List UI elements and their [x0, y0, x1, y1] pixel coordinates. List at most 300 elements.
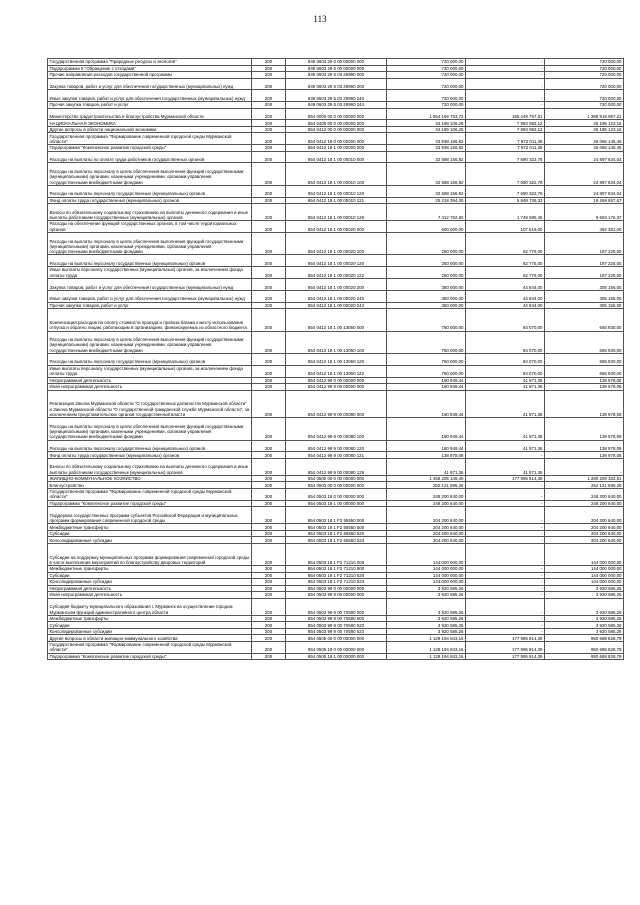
row-budget-code: 849 0603 29 5 03 29990 000: [286, 72, 387, 79]
table-row: [48, 635, 624, 642]
row-name: Расходы на выплаты персоналу в целях обеспечения выполнения функций государственными (муниципальными) органами, казенными учреждениями, органами управления государственными внебюджетными фондами: [48, 418, 252, 440]
row-budget-code: 854 0412 99 0 00 00000 000: [286, 377, 387, 384]
row-remaining-amount: 305 156,00: [545, 290, 624, 302]
row-budget-code: 854 0412 18 1 00 00020 244: [286, 302, 387, 309]
row-budget-code: 854 0412 18 1 00 13060 120: [286, 353, 387, 365]
row-executed-amount: -: [466, 65, 545, 72]
row-executed-amount: 177 995 814,39: [466, 635, 545, 642]
row-code: 200: [252, 302, 286, 309]
row-name: Консолидированные субсидии: [48, 628, 252, 635]
row-budget-code: 854 0412 00 0 00 00000 000: [286, 126, 387, 133]
row-budget-code: 854 0412 18 1 00 00010 100: [286, 163, 387, 185]
row-approved-amount: 32 588 156,82: [387, 151, 466, 163]
row-budget-code: 854 0503 18 1 F2 55550 000: [286, 507, 387, 524]
row-approved-amount: 204 200 640,00: [387, 524, 466, 531]
row-remaining-amount: 3 920 585,26: [545, 628, 624, 635]
row-executed-amount: 7 690 322,78: [466, 151, 545, 163]
row-approved-amount: 3 920 585,26: [387, 628, 466, 635]
row-budget-code: 854 0412 18 1 00 00010 000: [286, 151, 387, 163]
row-code: 200: [252, 108, 286, 120]
row-budget-code: 854 0503 18 0 00 00000 000: [286, 488, 387, 500]
row-executed-amount: -: [466, 102, 545, 109]
row-executed-amount: 7 690 322,78: [466, 185, 545, 197]
row-name: Расходы на выплаты по оплате труда работников государственных органов: [48, 151, 252, 163]
row-remaining-amount: 3 920 585,26: [545, 622, 624, 629]
row-name: Государственная программа "Формирование современной городской среды Мурманской области": [48, 133, 252, 145]
row-remaining-amount: 26 195 123,16: [545, 126, 624, 133]
row-name: Консолидированные субсидии: [48, 579, 252, 586]
row-executed-amount: 44 844,00: [466, 302, 545, 309]
row-approved-amount: 33 938 156,82: [387, 145, 466, 152]
row-code: 200: [252, 279, 286, 291]
row-approved-amount: 720 000,00: [387, 65, 466, 72]
row-code: 200: [252, 102, 286, 109]
row-remaining-amount: 26 066 145,46: [545, 145, 624, 152]
row-approved-amount: 252 121 595,26: [387, 482, 466, 489]
row-remaining-amount: 138 978,08: [545, 440, 624, 452]
row-remaining-amount: -: [545, 458, 624, 475]
row-budget-code: 854 0412 18 1 00 00020 240: [286, 290, 387, 302]
row-code: 200: [252, 390, 286, 418]
row-executed-amount: -: [466, 579, 545, 586]
row-approved-amount: 750 000,00: [387, 331, 466, 353]
row-name: Непрограммная деятельность: [48, 585, 252, 592]
row-budget-code: 854 0412 18 1 00 00020 120: [286, 255, 387, 267]
row-code: 200: [252, 635, 286, 642]
row-code: 200: [252, 653, 286, 660]
row-name: Расходы на выплаты персоналу государственных (муниципальных) органов: [48, 255, 252, 267]
row-approved-amount: 41 971,36: [387, 458, 466, 475]
row-name: Субсидии на поддержку муниципальных программ формирования современной городской среды в части выполнения мероприятий по благоустройству дворовых территорий: [48, 543, 252, 565]
row-executed-amount: -: [466, 452, 545, 459]
row-remaining-amount: 138 978,08: [545, 390, 624, 418]
row-code: 200: [252, 452, 286, 459]
table-row: [48, 133, 624, 145]
table-row: [48, 145, 624, 152]
row-name: Государственная программа "Формирование современной городской среды Мурманской области": [48, 641, 252, 653]
row-executed-amount: 155 249 797,51: [466, 108, 545, 120]
row-remaining-amount: 144 000 000,00: [545, 579, 624, 586]
row-remaining-amount: 144 000 000,00: [545, 566, 624, 573]
row-code: 200: [252, 197, 286, 204]
row-remaining-amount: 5 663 176,37: [545, 204, 624, 221]
row-remaining-amount: 204 200 640,00: [545, 524, 624, 531]
row-approved-amount: 720 000,00: [387, 102, 466, 109]
table-row: [48, 390, 624, 418]
row-budget-code: 854 0503 00 0 00 00000 000: [286, 482, 387, 489]
row-name: Министерство градостроительства и благоустройства Мурманской области: [48, 108, 252, 120]
row-code: 200: [252, 59, 286, 66]
row-budget-code: 854 0503 99 9 00 70580 000: [286, 598, 387, 615]
row-code: 200: [252, 500, 286, 507]
row-executed-amount: -: [466, 615, 545, 622]
row-remaining-amount: 3 920 585,26: [545, 585, 624, 592]
row-approved-amount: 600 000,00: [387, 221, 466, 233]
row-code: 200: [252, 204, 286, 221]
row-name: Взносы по обязательному социальному страхованию на выплаты денежного содержания и иные выплаты работникам государственных (муниципальных) органов: [48, 204, 252, 221]
row-code: 200: [252, 309, 286, 331]
row-remaining-amount: 138 978,08: [545, 384, 624, 391]
row-executed-amount: -: [466, 622, 545, 629]
row-remaining-amount: 144 000 000,00: [545, 572, 624, 579]
row-approved-amount: 180 949,44: [387, 390, 466, 418]
row-code: 200: [252, 615, 286, 622]
row-code: 200: [252, 566, 286, 573]
row-budget-code: 849 0603 29 5 00 00000 000: [286, 65, 387, 72]
row-code: 200: [252, 641, 286, 653]
row-remaining-amount: 138 978,08: [545, 452, 624, 459]
row-remaining-amount: 950 688 828,79: [545, 641, 624, 653]
row-approved-amount: 144 000 000,00: [387, 566, 466, 573]
row-budget-code: 854 0505 18 1 00 00000 000: [286, 653, 387, 660]
row-budget-code: 854 0412 18 1 00 00020 200: [286, 279, 387, 291]
row-code: 200: [252, 90, 286, 102]
row-remaining-amount: 204 200 640,00: [545, 507, 624, 524]
row-executed-amount: 62 775,00: [466, 267, 545, 279]
row-name: Расходы на выплаты персоналу государственных (муниципальных) органов: [48, 440, 252, 452]
row-approved-amount: 720 000,00: [387, 72, 466, 79]
row-budget-code: 854 0412 99 9 00 00080 100: [286, 418, 387, 440]
row-budget-code: 854 0412 18 1 00 00010 120: [286, 185, 387, 197]
row-name: Закупка товаров, работ и услуг для обеспечения государственных (муниципальных) нужд: [48, 279, 252, 291]
row-budget-code: 854 0500 00 0 00 00000 000: [286, 475, 387, 482]
row-executed-amount: -: [466, 72, 545, 79]
row-remaining-amount: 204 200 640,00: [545, 537, 624, 544]
row-name: Компенсация расходов на оплату стоимости проезда и провоза багажа к месту использования отпуска и обратно лицам, работающим в организациях, финансируемых из областного бюджета: [48, 309, 252, 331]
table-row: [48, 475, 624, 482]
row-executed-amount: 41 971,36: [466, 418, 545, 440]
row-budget-code: 854 0503 99 9 00 70580 520: [286, 622, 387, 629]
row-name: Другие вопросы в области национальной экономики: [48, 126, 252, 133]
row-budget-code: 854 0505 18 0 00 00000 000: [286, 641, 387, 653]
row-executed-amount: 41 971,36: [466, 390, 545, 418]
row-executed-amount: 7 872 011,36: [466, 133, 545, 145]
row-name: Закупка товаров, работ и услуг для обеспечения государственных (муниципальных) нужд: [48, 78, 252, 90]
table-row: [48, 151, 624, 163]
row-budget-code: 849 0603 29 5 03 29990 244: [286, 102, 387, 109]
row-name: Межбюджетные трансферты: [48, 566, 252, 573]
row-approved-amount: 350 000,00: [387, 290, 466, 302]
row-name: Благоустройство: [48, 482, 252, 489]
row-code: 200: [252, 72, 286, 79]
row-budget-code: 854 0412 18 0 00 00000 000: [286, 133, 387, 145]
row-budget-code: 854 0503 18 1 F2 71210 520: [286, 572, 387, 579]
row-executed-amount: 44 844,00: [466, 279, 545, 291]
row-budget-code: 854 0503 99 9 00 70580 500: [286, 615, 387, 622]
row-name: Фонд оплаты труда государственных (муниципальных) органов: [48, 197, 252, 204]
row-name: Расходы на выплаты персоналу государственных (муниципальных) органов: [48, 185, 252, 197]
row-budget-code: 854 0503 18 1 F2 55550 520: [286, 530, 387, 537]
row-name: Подпрограмма "Комплексное развитие городской среды": [48, 653, 252, 660]
row-executed-amount: -: [466, 543, 545, 565]
row-executed-amount: 84 070,00: [466, 309, 545, 331]
row-remaining-amount: 720 000,00: [545, 59, 624, 66]
row-executed-amount: -: [466, 524, 545, 531]
row-name: Расходы на выплаты персоналу в целях обеспечения выполнения функций государственными (муниципальными) органами, казенными учреждениями, органами управления государственными внебюджетными фондами: [48, 331, 252, 353]
row-name: Прочая закупка товаров, работ и услуг: [48, 102, 252, 109]
row-executed-amount: 7 993 983,12: [466, 126, 545, 133]
row-executed-amount: 41 971,36: [466, 440, 545, 452]
row-budget-code: 854 0400 00 0 00 00000 000: [286, 120, 387, 127]
row-code: 200: [252, 622, 286, 629]
row-budget-code: 854 0412 99 9 00 00080 121: [286, 452, 387, 459]
row-code: 200: [252, 120, 286, 127]
row-remaining-amount: 19 269 657,67: [545, 197, 624, 204]
row-executed-amount: -: [466, 530, 545, 537]
row-code: 200: [252, 255, 286, 267]
page-number: 113: [313, 14, 327, 24]
row-name: Иные выплаты персоналу государственных (муниципальных) органов, за исключением фонда оплаты труда: [48, 365, 252, 377]
row-remaining-amount: 950 688 828,79: [545, 653, 624, 660]
row-name: Реализация Закона Мурманской области "О государственных должностях Мурманской области" и Закона Мурманской области "О государственной гражданской службе Мурманской области", за исключением представительских органов государственной власти: [48, 390, 252, 418]
budget-table: [47, 58, 624, 660]
row-approved-amount: 204 200 640,00: [387, 530, 466, 537]
row-remaining-amount: 24 897 834,04: [545, 185, 624, 197]
row-approved-amount: 1 128 194 843,16: [387, 653, 466, 660]
row-name: Субсидии: [48, 530, 252, 537]
row-executed-amount: 7 993 983,12: [466, 120, 545, 127]
row-executed-amount: 84 070,00: [466, 353, 545, 365]
row-code: 200: [252, 524, 286, 531]
row-approved-amount: 180 949,44: [387, 440, 466, 452]
row-executed-amount: 41 971,36: [466, 458, 545, 475]
row-remaining-amount: 138 978,08: [545, 418, 624, 440]
row-approved-amount: 144 000 000,00: [387, 579, 466, 586]
row-remaining-amount: 720 000,00: [545, 102, 624, 109]
row-name: Субсидии: [48, 622, 252, 629]
row-code: 200: [252, 185, 286, 197]
row-executed-amount: -: [466, 598, 545, 615]
row-remaining-amount: 950 688 828,79: [545, 635, 624, 642]
row-code: 200: [252, 537, 286, 544]
row-code: 200: [252, 440, 286, 452]
row-budget-code: 854 0000 00 0 00 00000 000: [286, 108, 387, 120]
row-code: 200: [252, 598, 286, 615]
row-code: 200: [252, 353, 286, 365]
row-executed-amount: 84 070,00: [466, 365, 545, 377]
row-code: 200: [252, 475, 286, 482]
row-code: 200: [252, 488, 286, 500]
row-remaining-amount: 665 930,00: [545, 309, 624, 331]
row-code: 200: [252, 377, 286, 384]
row-executed-amount: -: [466, 585, 545, 592]
row-name: Другие вопросы в области жилищно-коммунального хозяйства: [48, 635, 252, 642]
table-row: [48, 204, 624, 221]
row-name: НАЦИОНАЛЬНАЯ ЭКОНОМИКА: [48, 120, 252, 127]
row-name: Субсидии: [48, 572, 252, 579]
table-row: [48, 78, 624, 90]
row-executed-amount: 84 070,00: [466, 331, 545, 353]
row-executed-amount: -: [466, 566, 545, 573]
row-remaining-amount: 26 195 123,16: [545, 120, 624, 127]
row-approved-amount: 250 000,00: [387, 255, 466, 267]
table-row: [48, 163, 624, 185]
row-approved-amount: 750 000,00: [387, 353, 466, 365]
row-executed-amount: 41 971,36: [466, 377, 545, 384]
row-approved-amount: 750 000,00: [387, 309, 466, 331]
table-row: [48, 197, 624, 204]
table-row: [48, 440, 624, 452]
row-name: Консолидированные субсидии: [48, 537, 252, 544]
row-code: 200: [252, 579, 286, 586]
budget-table-body: [48, 59, 624, 660]
row-approved-amount: 3 920 585,26: [387, 615, 466, 622]
row-name: Иная непрограммная деятельность: [48, 592, 252, 599]
row-code: 200: [252, 290, 286, 302]
row-executed-amount: -: [466, 78, 545, 90]
row-approved-amount: 144 000 000,00: [387, 572, 466, 579]
table-row: [48, 108, 624, 120]
row-approved-amount: 33 938 156,82: [387, 133, 466, 145]
row-name: Фонд оплаты труда государственных (муниципальных) органов: [48, 452, 252, 459]
table-row: [48, 267, 624, 279]
row-budget-code: 854 0412 99 9 00 00080 120: [286, 440, 387, 452]
row-code: 200: [252, 418, 286, 440]
table-row: [48, 279, 624, 291]
row-approved-amount: 720 000,00: [387, 59, 466, 66]
row-approved-amount: 34 189 106,28: [387, 126, 466, 133]
row-remaining-amount: 26 066 145,46: [545, 133, 624, 145]
row-executed-amount: -: [466, 500, 545, 507]
row-budget-code: 849 0603 29 5 03 29990 240: [286, 90, 387, 102]
row-approved-amount: 250 000,00: [387, 267, 466, 279]
table-row: [48, 185, 624, 197]
row-approved-amount: 7 412 762,82: [387, 204, 466, 221]
row-budget-code: 854 0503 18 1 F2 55550 523: [286, 537, 387, 544]
row-remaining-amount: 492 381,00: [545, 221, 624, 233]
row-approved-amount: 204 200 640,00: [387, 507, 466, 524]
row-name: Подпрограмма "Комплексное развитие городской среды": [48, 145, 252, 152]
table-row: [48, 598, 624, 615]
table-row: [48, 353, 624, 365]
row-code: 200: [252, 507, 286, 524]
table-row: [48, 365, 624, 377]
table-row: [48, 488, 624, 500]
row-executed-amount: -: [466, 537, 545, 544]
row-executed-amount: 7 872 011,36: [466, 145, 545, 152]
row-code: 200: [252, 365, 286, 377]
row-name: Иная непрограммная деятельность: [48, 384, 252, 391]
row-budget-code: 854 0412 18 1 00 13060 100: [286, 331, 387, 353]
row-budget-code: 854 0412 18 1 00 13060 122: [286, 365, 387, 377]
row-budget-code: 854 0412 18 1 00 00000 000: [286, 145, 387, 152]
row-name: Подпрограмма "Комплексное развитие городской среды": [48, 500, 252, 507]
row-code: 200: [252, 628, 286, 635]
row-name: Иные закупки товаров, работ и услуг для обеспечения государственных (муниципальных) нужд: [48, 290, 252, 302]
row-approved-amount: 204 200 640,00: [387, 537, 466, 544]
row-code: 200: [252, 572, 286, 579]
row-code: 200: [252, 221, 286, 233]
row-code: 200: [252, 530, 286, 537]
row-approved-amount: 750 000,00: [387, 365, 466, 377]
row-approved-amount: 32 588 156,82: [387, 185, 466, 197]
row-remaining-amount: 187 225,00: [545, 233, 624, 255]
row-name: Государственная программа "Природные ресурсы и экология": [48, 59, 252, 66]
row-budget-code: 854 0412 99 9 00 00000 000: [286, 384, 387, 391]
table-row: [48, 126, 624, 133]
table-row: [48, 233, 624, 255]
row-executed-amount: -: [466, 507, 545, 524]
row-executed-amount: -: [466, 488, 545, 500]
row-code: 200: [252, 592, 286, 599]
row-code: 200: [252, 151, 286, 163]
table-row: [48, 309, 624, 331]
row-approved-amount: 1 458 205 149,40: [387, 475, 466, 482]
row-budget-code: 854 0412 18 1 00 13060 000: [286, 309, 387, 331]
row-budget-code: 854 0503 99 9 00 70580 523: [286, 628, 387, 635]
row-executed-amount: 62 775,00: [466, 233, 545, 255]
row-budget-code: 854 0412 18 1 00 00010 129: [286, 204, 387, 221]
row-budget-code: 854 0505 00 0 00 00000 000: [286, 635, 387, 642]
row-budget-code: 854 0503 99 0 00 00000 000: [286, 585, 387, 592]
row-remaining-amount: 305 156,00: [545, 279, 624, 291]
row-approved-amount: 144 000 000,00: [387, 543, 466, 565]
table-row: [48, 221, 624, 233]
row-remaining-amount: 144 000 000,00: [545, 543, 624, 565]
row-name: Расходы на выплаты персоналу в целях обеспечения выполнения функций государственными (муниципальными) органами, казенными учреждениями, органами управления государственными внебюджетными фондами: [48, 163, 252, 185]
row-name: Подпрограмма 5 "Обращение с отходами": [48, 65, 252, 72]
row-executed-amount: -: [466, 628, 545, 635]
row-budget-code: 849 0603 29 5 03 29990 200: [286, 78, 387, 90]
row-executed-amount: 177 995 814,39: [466, 653, 545, 660]
row-code: 200: [252, 384, 286, 391]
table-row: [48, 641, 624, 653]
row-executed-amount: -: [466, 482, 545, 489]
row-name: Межбюджетные трансферты: [48, 524, 252, 531]
row-code: 200: [252, 585, 286, 592]
row-remaining-amount: 665 930,00: [545, 353, 624, 365]
table-row: [48, 507, 624, 524]
row-approved-amount: 32 588 156,82: [387, 163, 466, 185]
row-remaining-amount: 248 200 640,00: [545, 500, 624, 507]
row-budget-code: 854 0412 18 1 00 00010 121: [286, 197, 387, 204]
row-budget-code: 854 0503 18 1 F2 71210 500: [286, 566, 387, 573]
row-code: 200: [252, 65, 286, 72]
row-approved-amount: 1 128 194 843,16: [387, 635, 466, 642]
row-approved-amount: 180 949,44: [387, 418, 466, 440]
row-remaining-amount: 720 000,00: [545, 72, 624, 79]
row-approved-amount: 248 200 640,00: [387, 488, 466, 500]
row-code: 200: [252, 163, 286, 185]
row-approved-amount: 350 000,00: [387, 302, 466, 309]
row-code: 200: [252, 331, 286, 353]
table-row: [48, 653, 624, 660]
row-executed-amount: -: [466, 572, 545, 579]
row-remaining-amount: 252 121 595,26: [545, 482, 624, 489]
row-executed-amount: -: [466, 592, 545, 599]
row-executed-amount: 7 690 322,78: [466, 163, 545, 185]
row-approved-amount: 1 128 194 843,16: [387, 641, 466, 653]
row-name: Непрограммная деятельность: [48, 377, 252, 384]
row-executed-amount: 5 948 736,33: [466, 197, 545, 204]
row-approved-amount: 350 000,00: [387, 279, 466, 291]
row-approved-amount: 3 920 585,26: [387, 598, 466, 615]
row-name: ЖИЛИЩНО-КОММУНАЛЬНОЕ ХОЗЯЙСТВО: [48, 475, 252, 482]
row-budget-code: 854 0412 18 1 00 00020 000: [286, 221, 387, 233]
row-approved-amount: 34 189 106,28: [387, 120, 466, 127]
row-approved-amount: 1 554 169 753,72: [387, 108, 466, 120]
row-name: Межбюджетные трансферты: [48, 615, 252, 622]
row-approved-amount: 180 949,44: [387, 384, 466, 391]
row-remaining-amount: 720 000,00: [545, 78, 624, 90]
row-budget-code: 854 0503 99 9 00 00000 000: [286, 592, 387, 599]
table-row: [48, 458, 624, 475]
row-name: Взносы по обязательному социальному страхованию на выплаты денежного содержания и иные выплаты работникам государственных (муниципальных) органов: [48, 458, 252, 475]
row-remaining-amount: 187 225,00: [545, 255, 624, 267]
row-executed-amount: 44 844,00: [466, 290, 545, 302]
table-row: [48, 255, 624, 267]
row-name: Поддержка государственных программ субъектов Российской Федерации и муниципальных программ формирования современной городской среды: [48, 507, 252, 524]
